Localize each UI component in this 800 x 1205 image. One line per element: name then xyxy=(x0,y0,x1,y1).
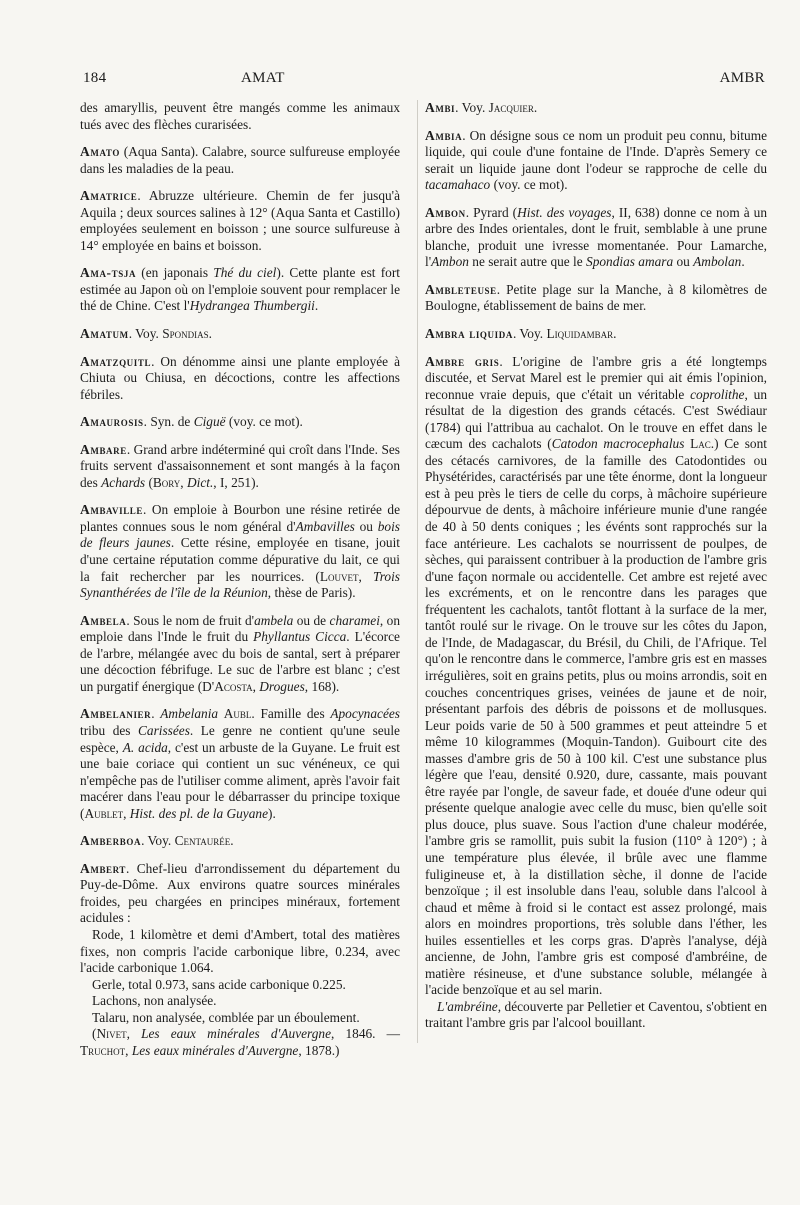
entry-text: ou de xyxy=(293,612,330,628)
italic-term: Ambavilles xyxy=(295,518,355,534)
entry-text: , on emploie dans l'Inde le fruit du xyxy=(80,612,401,645)
entry-ambare xyxy=(80,442,400,492)
entry-text: ou xyxy=(673,254,694,270)
running-header xyxy=(83,70,765,92)
paragraph: Gerle, total 0.973, sans acide carbonique 0.225. xyxy=(92,976,346,992)
entry-text: ). xyxy=(268,805,276,821)
entry-text: . On dénomme ainsi une plante employée à Chiuta ou Chiusa, en décoctions, contre les affections fébriles. xyxy=(80,353,400,402)
paragraph xyxy=(425,354,767,999)
italic-term: Les eaux minérales d'Auvergne xyxy=(141,1026,332,1042)
entry-text: , thèse de Paris). xyxy=(267,585,356,601)
entry-text: , un résultat de la digestion des grands cétacés. C'est Swédiaur (1784) qui l'attribua au cachalot. On le trouve en effet dans le cæcum des cachalots ( xyxy=(425,386,767,452)
author-name: Nivet xyxy=(96,1026,127,1042)
italic-term: Ambon xyxy=(431,254,469,270)
entry-ambre-gris xyxy=(425,354,767,1032)
italic-term: Ambolan xyxy=(693,254,742,270)
headword: Amatum xyxy=(80,326,129,342)
headword: Ambaville xyxy=(80,502,143,518)
headword: Ambre gris xyxy=(425,353,500,369)
entry-text: . Voy. xyxy=(141,833,175,849)
entry-amaurosis xyxy=(80,414,400,431)
entry-text: . Cette résine, employée en tisane, jouit d'une certaine réputation comme dépurative du lait, ce qui la fait rechercher par les nourrices. ( xyxy=(80,535,401,584)
italic-term: Apocynacées xyxy=(330,706,400,722)
entry-amatum xyxy=(80,326,400,343)
italic-term: Phyllantus Cicca xyxy=(253,629,347,645)
entry-text: . xyxy=(533,100,538,115)
italic-term: Carissées xyxy=(138,722,190,738)
entry-amatzquitl xyxy=(80,354,400,404)
entry-text: . Pyrard ( xyxy=(465,204,518,220)
left-running-head: AMAT xyxy=(241,70,285,86)
italic-term: bois de fleurs jaunes xyxy=(80,518,400,551)
entry-text: . L'origine de l'ambre gris a été longtemps discutée, et Servat Marel est le premier qui ait émis l'opinion, reconnue vraie depuis, que c'était un véritable xyxy=(425,353,767,402)
entry-text: ( xyxy=(92,1026,97,1042)
entry-text: . Voy. xyxy=(512,326,547,342)
entry-text: . xyxy=(613,326,617,342)
italic-term: Spondias amara xyxy=(586,254,674,270)
author-name: Bory xyxy=(152,474,181,490)
entry-amberboa xyxy=(80,833,400,850)
entry-text: des amaryllis, peuvent être mangés comme les animaux tués avec des flèches curarisées. xyxy=(80,100,400,132)
headword: Ambleteuse xyxy=(425,281,497,297)
italic-term: charamei xyxy=(329,612,380,628)
entry-text: . On désigne sous ce nom un produit peu connu, bitume liquide, qui coule d'une fontaine de l'Inde. D'après Semery ce serait un liquide jaune dont l'odeur se rapproche de celle du xyxy=(425,127,767,176)
entry-text: . xyxy=(314,298,319,314)
italic-term: Thé du ciel xyxy=(213,265,277,281)
headword: Amaurosis xyxy=(80,414,144,430)
entry-ambaville xyxy=(80,502,400,601)
entry-text: tribu des xyxy=(80,722,138,738)
author-name: Lac. xyxy=(690,436,715,452)
headword: Ambon xyxy=(425,204,466,220)
entry-text: . xyxy=(741,254,745,270)
entry-text: . Abruzze ultérieure. Chemin de fer jusqu'à Aquila ; deux sources salines à 12° (Aqua Santa et Castillo) employées seulement en boisson ; une source sulfureuse à 14° employée en bains et boisson. xyxy=(80,188,400,253)
italic-term: Catodon macrocephalus xyxy=(551,436,685,452)
entry-text: , xyxy=(358,568,374,584)
entry-text: . Petite plage sur la Manche, à 8 kilomètres de Boulogne, établissement de bains de mer. xyxy=(425,281,767,314)
entry-text: , découverte par Pelletier et Caventou, s'obtient en traitant l'ambre gris par l'alcool bouillant. xyxy=(425,998,767,1031)
entry-continuation xyxy=(80,100,400,133)
entry-amato xyxy=(80,144,400,177)
entry-text: , xyxy=(252,678,260,694)
entry-text: . Syn. de xyxy=(143,414,194,430)
entry-text: (en japonais xyxy=(136,265,214,281)
entry-text: , 168). xyxy=(304,678,340,694)
italic-term: Achards xyxy=(101,474,146,490)
entry-ambelanier xyxy=(80,706,400,822)
headword: Ambert xyxy=(80,860,127,876)
entry-text: ) Ce sont des cétacés carnivores, de la famille des Catodontides ou Physétérides, caractérisés par une tête énorme, dont la longueur est à peu près le tiers de celle du corps, à mâchoire supérieure dépourvue de dents, à mâchoire inférieure munie d'une rangée de 40 à 50 dents coniques ; les événts sont rapprochés sur la face antérieure. Les cachalots se nourrissent de poulpes, de sèches, qui paraissent contribuer à la production de l'ambre gris d'une façon normale ou accidentelle. Cet ambre est rejeté avec les excréments, et on le rencontre dans les parages que fréquentent les cachalots, tantôt flottant à la surface de la mer, tantôt roulé sur le rivage. On le trouve sur les côtes du Japon, de l'Inde, de Madagascar, du Brésil, du Chili, de l'Afrique. Tel qu'on le rencontre dans le commerce, l'ambre gris est en masses irrégulières, soit en grains petits, plus ou moins arrondis, soit en couches concentriques grises, veinées de jaune et de noir, présentant parfois des débris de poissons et de mollusques. Leur poids varie de 50 à 500 grammes et peut atteindre 5 et même 10 kilogrammes (Moquin-Tandon). Guibourt cite des masses d'ambre gris de 50 à 100 kil. C'est une substance plus légère que l'eau, densité 0.920, dure, cassante, mais pouvant être rayée par l'ongle, de saveur fade, et douée d'une odeur qui présente quelque analogie avec celle du musc, bien qu'elle soit plus douce, plus suave. Sous l'action d'une chaleur modérée, l'ambre gris se ramollit, puis subit la fusion (110° à 120°) ; à une température plus élevée, il brûle avec une flamme fuligineuse et, à la distillation sèche, il donne de l'acide benzoïque ; il est insoluble dans l'eau, soluble dans l'alcool à chaud et même à froid si le contact est assez prolongé, mais alors en moindres proportions, très soluble dans l'éther, les huiles essentielles et les corps gras. D'après l'analyse, déjà ancienne, de John, l'ambre gris est composé d'ambréine, de matière résineuse, et d'une substance soluble, mélangée à l'acide benzoïque et au sel marin. xyxy=(425,436,767,998)
paragraph: Talaru, non analysée, comblée par un éboulement. xyxy=(92,1009,360,1025)
italic-term: Trois Synanthérées de l'île de la Réunion xyxy=(80,568,400,601)
author-name: Acosta xyxy=(214,678,253,694)
paragraph: Lachons, non analysée. xyxy=(92,993,217,1009)
italic-term: Hist. des voyages xyxy=(517,204,612,220)
entry-text: (voy. ce mot). xyxy=(225,414,303,430)
entry-ambert xyxy=(80,861,400,1060)
entry-text: . Voy. xyxy=(128,326,163,342)
entry-ambon xyxy=(425,205,767,271)
italic-term: coprolithe xyxy=(690,386,745,402)
headword: Ama-tsja xyxy=(80,265,137,281)
italic-term: Ambelania xyxy=(160,706,219,722)
entry-ambela xyxy=(80,613,400,696)
entry-text: . Voy. xyxy=(455,100,489,115)
headword: Amato xyxy=(80,144,120,160)
cross-reference: Centaurée xyxy=(174,833,231,849)
italic-term: A. acida xyxy=(122,739,168,755)
italic-term: Dict. xyxy=(186,474,214,490)
entry-ambia xyxy=(425,128,767,194)
entry-text: (Aqua Santa). Calabre, source sulfureuse employée dans les maladies de la peau. xyxy=(80,144,400,176)
cross-reference: Jacquier xyxy=(488,100,534,115)
paragraph: Rode, 1 kilomètre et demi d'Ambert, total des matières fixes, non compris l'acide carbonique libre, 0.234, avec l'acide carbonique 1.064. xyxy=(80,926,400,976)
cross-reference: Spondias xyxy=(162,326,209,342)
italic-term: ambela xyxy=(254,612,294,628)
entry-text: . xyxy=(230,833,234,849)
author-name: Truchot xyxy=(80,1042,126,1058)
right-column xyxy=(417,100,767,1043)
entry-text: . xyxy=(151,706,161,722)
headword: Ambela xyxy=(80,612,127,628)
italic-term: L'ambréine xyxy=(437,998,498,1014)
entry-ama-tsja xyxy=(80,265,400,315)
entry-text: ). Cette plante est fort estimée au Japon où on l'emploie souvent pour remplacer le thé de Chine. C'est l' xyxy=(80,265,400,314)
entry-text: Famille des xyxy=(254,706,331,722)
headword: Amatzquitl xyxy=(80,353,152,369)
headword: Amatrice xyxy=(80,188,138,204)
entry-text: , c'est un arbuste de la Guyane. Le fruit est une baie coriace qui contient un suc vénéneux, ce qui n'empêche pas de l'utiliser comme aliment, après l'avoir fait macérer dans l'eau pour le débarrasser du principe toxique ( xyxy=(80,739,400,821)
entry-text: . Chef-lieu d'arrondissement du département du Puy-de-Dôme. Aux environs quatre sources minérales froides, peu chargées en principes minéraux, fortement acidules : xyxy=(80,860,400,926)
page-number: 184 xyxy=(83,70,107,86)
entry-text: . Le genre ne contient qu'une seule espèce, xyxy=(80,722,400,755)
italic-term: Hist. des pl. de la Guyane xyxy=(129,805,268,821)
entry-ambra-liquida xyxy=(425,326,767,343)
paragraph xyxy=(80,861,400,927)
entry-text: . L'écorce de l'arbre, mélangée avec du bois de santal, sert à préparer une décoction fébrifuge. Le suc de l'arbre est blanc ; c'est un purgatif énergique (D' xyxy=(80,629,400,694)
entry-ambi xyxy=(425,100,767,117)
italic-term: Ciguë xyxy=(193,414,226,430)
paragraph xyxy=(425,999,767,1032)
entry-text: . Sous le nom de fruit d' xyxy=(126,612,255,628)
entry-text: , I, 251). xyxy=(213,474,259,490)
entry-text: . On emploie à Bourbon une résine retirée de plantes connues sous le nom général d' xyxy=(80,502,400,534)
citation-paragraph xyxy=(80,1026,400,1059)
right-running-head: AMBR xyxy=(719,70,765,86)
entry-text: , xyxy=(123,805,130,821)
entry-text: , xyxy=(125,1042,132,1058)
entry-text: ou xyxy=(354,518,378,534)
entry-text: ( xyxy=(145,474,153,490)
italic-term: tacamahaco xyxy=(425,177,491,193)
headword: Ambelanier xyxy=(80,706,152,722)
italic-term: Les eaux minérales d'Auvergne xyxy=(131,1042,299,1058)
entry-text: (voy. ce mot). xyxy=(490,177,568,193)
headword: Ambi xyxy=(425,100,456,115)
cross-reference: Liquidambar xyxy=(546,326,614,342)
entry-ambleteuse xyxy=(425,282,767,315)
entry-text: . xyxy=(208,326,212,342)
italic-term: Hydrangea Thumbergii xyxy=(189,298,315,314)
entry-text: ne serait autre que le xyxy=(468,254,587,270)
entry-amatrice xyxy=(80,188,400,254)
entry-text: , II, 638) donne ce nom à un arbre des Indes orientales, dont le fruit, semblable à une prune blanche, produit une ivresse momentanée. Pour Lamarche, l' xyxy=(425,204,767,270)
author-name: Aubl. xyxy=(223,706,255,722)
entry-text: . Grand arbre indéterminé qui croît dans l'Inde. Ses fruits servent d'assaisonnement et sont mangés à la façon des xyxy=(80,441,400,490)
entry-text: , 1878.) xyxy=(298,1042,340,1058)
entry-text: , xyxy=(126,1026,142,1042)
left-column xyxy=(80,100,400,1070)
author-name: Aublet xyxy=(84,805,124,821)
headword: Amberboa xyxy=(80,833,142,849)
headword: Ambare xyxy=(80,441,127,457)
italic-term: Drogues xyxy=(259,678,305,694)
author-name: Louvet xyxy=(319,568,359,584)
entry-text: , 1846. — xyxy=(331,1026,400,1042)
headword: Ambra liquida xyxy=(425,326,513,342)
entry-text: , xyxy=(180,474,187,490)
headword: Ambia xyxy=(425,127,463,143)
